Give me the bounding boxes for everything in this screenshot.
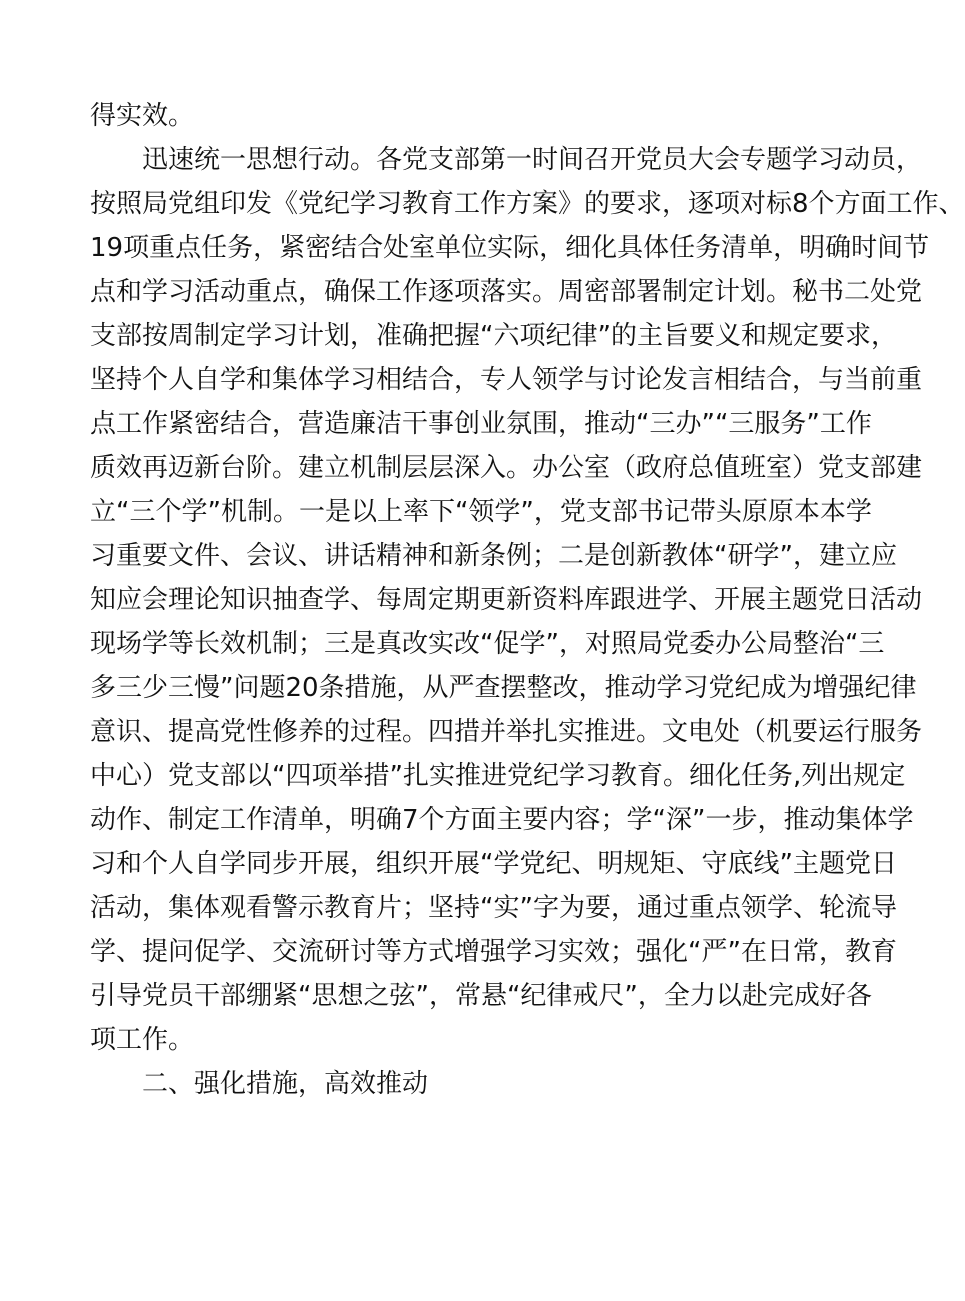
text-line: 按照局党组印发《党纪学习教育工作方案》的要求，逐项对标8个方面工作、 (90, 189, 965, 219)
text-line: 多三少三慢”问题20条措施，从严查摆整改，推动学习党纪成为增强纪律 (90, 673, 917, 703)
text-line: 坚持个人自学和集体学习相结合，专人领学与讨论发言相结合，与当前重 (90, 365, 923, 395)
text-line: 点工作紧密结合，营造廉洁干事创业氛围，推动“三办”“三服务”工作 (90, 409, 872, 439)
text-line: 得实效。 (90, 101, 195, 131)
paragraph-first-line: 迅速统一思想行动。各党支部第一时间召开党员大会专题学习动员， (142, 145, 923, 175)
text-line: 支部按周制定学习计划，准确把握“六项纪律”的主旨要义和规定要求， (90, 321, 897, 351)
text-line: 引导党员干部绷紧“思想之弦”，常悬“纪律戒尺”，全力以赴完成好各 (90, 981, 872, 1011)
text-line: 动作、制定工作清单，明确7个方面主要内容；学“深”一步，推动集体学 (90, 805, 914, 835)
text-line: 现场学等长效机制；三是真改实改“促学”，对照局党委办公局整治“三 (90, 629, 885, 659)
text-line: 立“三个学”机制。一是以上率下“领学”，党支部书记带头原原本本学 (90, 497, 872, 527)
text-line: 19项重点任务，紧密结合处室单位实际，细化具体任务清单，明确时间节 (90, 233, 930, 263)
text-line: 习和个人自学同步开展，组织开展“学党纪、明规矩、守底线”主题党日 (90, 849, 897, 879)
text-line: 质效再迈新台阶。建立机制层层深入。办公室（政府总值班室）党支部建 (90, 453, 923, 483)
text-line: 活动，集体观看警示教育片；坚持“实”字为要，通过重点领学、轮流导 (90, 893, 897, 923)
text-line: 意识、提高党性修养的过程。四措并举扎实推进。文电处（机要运行服务 (90, 717, 923, 747)
paragraph-last-line: 项工作。 (90, 1025, 195, 1055)
text-line: 学、提问促学、交流研讨等方式增强学习实效；强化“严”在日常，教育 (90, 937, 897, 967)
text-line: 习重要文件、会议、讲话精神和新条例；二是创新教体“研学”，建立应 (90, 541, 897, 571)
text-line: 点和学习活动重点，确保工作逐项落实。周密部署制定计划。秘书二处党 (90, 277, 923, 307)
text-line: 中心）党支部以“四项举措”扎实推进党纪学习教育。细化任务,列出规定 (90, 761, 906, 791)
text-line: 知应会理论知识抽查学、每周定期更新资料库跟进学、开展主题党日活动 (90, 585, 923, 615)
section-heading: 二、强化措施，高效推动 (142, 1069, 429, 1099)
document-body (90, 94, 965, 1106)
